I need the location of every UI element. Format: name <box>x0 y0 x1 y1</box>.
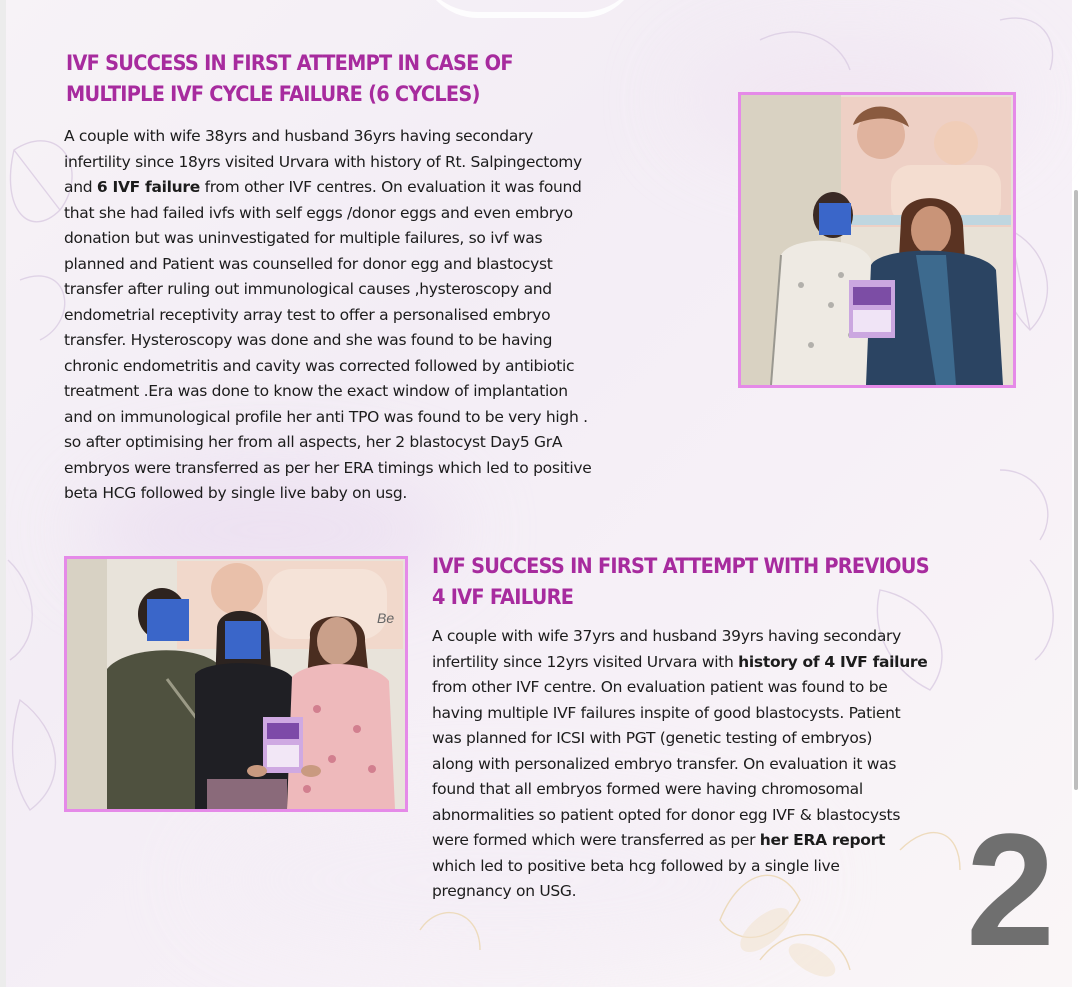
case1-line: planned and Patient was counselled for donor egg and blastocyst <box>64 254 553 273</box>
case2-heading-line1: IVF SUCCESS IN FIRST ATTEMPT WITH PREVIOUS <box>432 554 929 578</box>
patient-doctor-photo-icon <box>741 95 1013 385</box>
case2-line: from other IVF centre. On evaluation patient was found to be <box>432 678 888 696</box>
case2-line <box>432 650 1002 676</box>
case1-line-text: from other IVF centres. On evaluation it was found <box>199 178 582 196</box>
case1-heading-line1: IVF SUCCESS IN FIRST ATTEMPT IN CASE OF <box>66 51 513 75</box>
case1-heading-line2: MULTIPLE IVF CYCLE FAILURE (6 CYCLES) <box>66 82 480 106</box>
case1-line: endometrial receptivity array test to offer a personalised embryo <box>64 305 551 324</box>
scrollbar-track[interactable] <box>1072 0 1080 987</box>
case1-line: and on immunological profile her anti TPO was found to be very high . <box>64 407 588 426</box>
case2-line: along with personalized embryo transfer. On evaluation it was <box>432 754 897 773</box>
case1-paragraph <box>64 124 724 507</box>
page-number: 2 <box>966 800 1055 979</box>
case2-line: A couple with wife 37yrs and husband 39yrs having secondary <box>432 627 901 645</box>
case2-line: found that all embryos formed were having chromosomal <box>432 780 863 798</box>
case1-line: so after optimising her from all aspects, her 2 blastocyst Day5 GrA <box>64 433 563 451</box>
case2-line: which led to positive beta hcg followed by a single live <box>432 856 840 875</box>
case1-line: transfer. Hysteroscopy was done and she was found to be having <box>64 331 553 349</box>
case2-paragraph <box>432 624 1002 905</box>
case1-line: embryos were transferred as per her ERA timings which led to positive <box>64 458 592 477</box>
case1-line <box>64 175 724 201</box>
case2-line: was planned for ICSI with PGT (genetic testing of embryos) <box>432 729 873 747</box>
case2-heading-line2: 4 IVF FAILURE <box>432 585 574 609</box>
case2-line: pregnancy on USG. <box>432 882 577 900</box>
case2-line-bold: history of 4 IVF failure <box>738 652 928 671</box>
case2-line: having multiple IVF failures inspite of good blastocysts. Patient <box>432 703 901 722</box>
case1-line-bold: 6 IVF failure <box>96 178 200 196</box>
poster-sign-text: Be <box>377 610 395 626</box>
case1-line: that she had failed ivfs with self eggs /donor eggs and even embryo <box>64 203 573 222</box>
case1-line-text: and <box>64 178 97 196</box>
couple-doctor-photo-icon <box>67 559 405 809</box>
case1-line: A couple with wife 38yrs and husband 36yrs having secondary <box>64 127 533 145</box>
case2-line-text: were formed which were transferred as per <box>432 831 760 849</box>
case2-photo <box>64 556 408 812</box>
scrollbar-thumb[interactable] <box>1074 190 1078 790</box>
case2-line <box>432 828 1002 854</box>
case1-line: transfer after ruling out immunological causes ,hysteroscopy and <box>64 280 552 298</box>
case1-line: beta HCG followed by single live baby on usg. <box>64 484 407 502</box>
case1-heading <box>66 48 544 110</box>
case1-line: infertility since 18yrs visited Urvara with history of Rt. Salpingectomy <box>64 152 582 171</box>
case1-line: chronic endometritis and cavity was corrected followed by antibiotic <box>64 356 575 375</box>
case2-heading <box>432 551 947 613</box>
case2-line: abnormalities so patient opted for donor egg IVF & blastocysts <box>432 805 901 824</box>
case2-line-text: infertility since 12yrs visited Urvara with <box>432 652 739 671</box>
case1-line: treatment .Era was done to know the exact window of implantation <box>64 382 568 400</box>
case1-photo <box>738 92 1016 388</box>
case2-line-bold: her ERA report <box>759 831 886 849</box>
case1-line: donation but was uninvestigated for multiple failures, so ivf was <box>64 229 543 247</box>
